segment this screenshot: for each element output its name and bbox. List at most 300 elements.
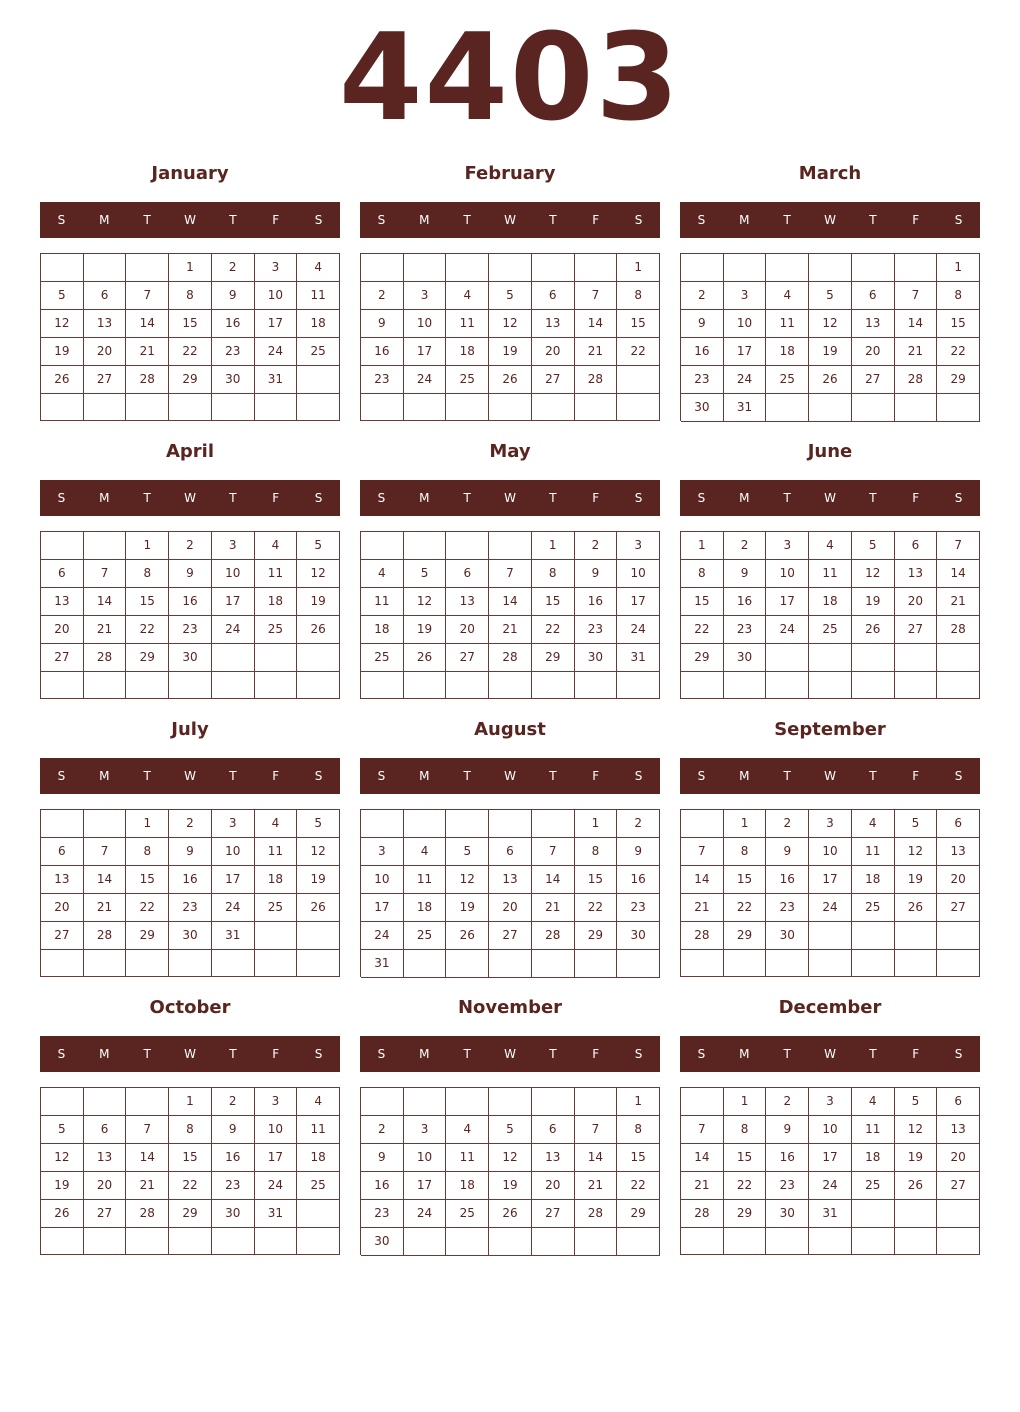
day-cell: 14 xyxy=(532,866,575,894)
day-cell: 28 xyxy=(895,366,938,394)
day-cell: 10 xyxy=(255,282,298,310)
month-title: October xyxy=(149,997,231,1018)
day-cell: 3 xyxy=(255,1088,298,1116)
day-cell: 26 xyxy=(446,922,489,950)
day-cell: 18 xyxy=(446,1172,489,1200)
day-cell: 26 xyxy=(41,1200,84,1228)
empty-cell xyxy=(126,254,169,282)
empty-cell xyxy=(84,1088,127,1116)
weekday-label: W xyxy=(184,213,196,227)
day-cell: 18 xyxy=(255,866,298,894)
day-cell: 14 xyxy=(126,1144,169,1172)
day-cell: 12 xyxy=(404,588,447,616)
weekday-label: S xyxy=(314,491,323,505)
day-cell: 25 xyxy=(809,616,852,644)
day-cell: 6 xyxy=(41,560,84,588)
day-cell: 20 xyxy=(852,338,895,366)
day-cell: 24 xyxy=(255,338,298,366)
empty-cell xyxy=(297,1200,340,1228)
empty-cell xyxy=(489,950,532,978)
day-cell: 2 xyxy=(617,810,660,838)
day-cell: 16 xyxy=(169,588,212,616)
day-cell: 9 xyxy=(766,1116,809,1144)
day-cell: 7 xyxy=(126,282,169,310)
empty-cell xyxy=(895,1200,938,1228)
day-cell: 28 xyxy=(937,616,980,644)
day-cell: 13 xyxy=(84,1144,127,1172)
weekday-label: T xyxy=(143,769,151,783)
day-cell: 21 xyxy=(126,1172,169,1200)
empty-cell xyxy=(297,1228,340,1255)
day-cell: 11 xyxy=(852,1116,895,1144)
day-cell: 27 xyxy=(489,922,532,950)
day-cell: 14 xyxy=(681,1144,724,1172)
month-title: August xyxy=(474,719,546,740)
weekday-label: M xyxy=(419,213,430,227)
day-cell: 17 xyxy=(255,310,298,338)
empty-cell xyxy=(809,644,852,672)
day-cell: 29 xyxy=(617,1200,660,1228)
weekday-label: M xyxy=(739,213,750,227)
weekday-label: S xyxy=(314,769,323,783)
day-cell: 14 xyxy=(84,866,127,894)
empty-cell xyxy=(84,1228,127,1255)
weekday-label: F xyxy=(272,769,280,783)
day-cell: 24 xyxy=(809,1172,852,1200)
day-cell: 25 xyxy=(852,894,895,922)
empty-cell xyxy=(404,950,447,978)
day-cell: 4 xyxy=(766,282,809,310)
empty-cell xyxy=(446,1228,489,1256)
empty-cell xyxy=(724,950,767,977)
day-cell: 9 xyxy=(617,838,660,866)
weekday-label: S xyxy=(314,213,323,227)
day-cell: 24 xyxy=(404,366,447,394)
day-cell: 10 xyxy=(617,560,660,588)
day-cell: 16 xyxy=(766,1144,809,1172)
weekday-label: T xyxy=(783,1047,791,1061)
day-cell: 2 xyxy=(212,1088,255,1116)
weekday-label: S xyxy=(954,213,963,227)
day-cell: 9 xyxy=(575,560,618,588)
empty-cell xyxy=(489,672,532,699)
day-cell: 12 xyxy=(41,310,84,338)
day-cell: 21 xyxy=(937,588,980,616)
day-cell: 21 xyxy=(895,338,938,366)
empty-cell xyxy=(852,922,895,950)
day-cell: 30 xyxy=(212,366,255,394)
day-cell: 22 xyxy=(169,1172,212,1200)
weekday-label: M xyxy=(739,1047,750,1061)
day-cell: 11 xyxy=(766,310,809,338)
day-cell: 27 xyxy=(852,366,895,394)
day-cell: 19 xyxy=(41,1172,84,1200)
weekday-label: T xyxy=(869,213,877,227)
weekday-label: F xyxy=(592,769,600,783)
day-cell: 10 xyxy=(404,310,447,338)
day-cell: 24 xyxy=(617,616,660,644)
day-cell: 6 xyxy=(852,282,895,310)
empty-cell xyxy=(404,810,447,838)
day-cell: 28 xyxy=(489,644,532,672)
empty-cell xyxy=(404,394,447,421)
empty-cell xyxy=(532,1088,575,1116)
day-cell: 24 xyxy=(212,894,255,922)
empty-cell xyxy=(809,672,852,699)
day-cell: 21 xyxy=(84,894,127,922)
empty-cell xyxy=(532,1228,575,1256)
day-cell: 22 xyxy=(575,894,618,922)
empty-cell xyxy=(41,1088,84,1116)
day-cell: 9 xyxy=(169,560,212,588)
empty-cell xyxy=(255,394,298,421)
empty-cell xyxy=(724,672,767,699)
day-cell: 23 xyxy=(361,1200,404,1228)
day-cell: 13 xyxy=(937,1116,980,1144)
day-cell: 14 xyxy=(126,310,169,338)
day-cell: 5 xyxy=(297,532,340,560)
day-cell: 2 xyxy=(724,532,767,560)
empty-cell xyxy=(255,644,298,672)
weekday-label: T xyxy=(463,491,471,505)
day-cell: 17 xyxy=(766,588,809,616)
day-cell: 26 xyxy=(297,894,340,922)
weekday-label: M xyxy=(99,1047,110,1061)
weekday-label: M xyxy=(419,769,430,783)
empty-cell xyxy=(617,672,660,699)
day-cell: 26 xyxy=(297,616,340,644)
empty-cell xyxy=(404,672,447,699)
empty-cell xyxy=(809,254,852,282)
day-cell: 28 xyxy=(126,366,169,394)
day-cell: 20 xyxy=(41,616,84,644)
day-cell: 19 xyxy=(404,616,447,644)
empty-cell xyxy=(532,950,575,978)
empty-cell xyxy=(532,254,575,282)
day-grid xyxy=(40,1087,340,1255)
day-cell: 3 xyxy=(809,810,852,838)
weekday-label: M xyxy=(99,769,110,783)
month-title: September xyxy=(774,719,886,740)
day-cell: 24 xyxy=(361,922,404,950)
weekday-label: T xyxy=(229,1047,237,1061)
day-cell: 7 xyxy=(575,282,618,310)
empty-cell xyxy=(809,922,852,950)
empty-cell xyxy=(446,672,489,699)
month-title: April xyxy=(165,441,215,462)
day-cell: 9 xyxy=(766,838,809,866)
day-cell: 10 xyxy=(212,838,255,866)
day-cell: 18 xyxy=(852,1144,895,1172)
day-cell: 1 xyxy=(617,254,660,282)
empty-cell xyxy=(361,810,404,838)
weekday-label: S xyxy=(57,769,66,783)
day-cell: 28 xyxy=(126,1200,169,1228)
day-cell: 27 xyxy=(84,366,127,394)
empty-cell xyxy=(212,950,255,977)
day-cell: 25 xyxy=(446,1200,489,1228)
day-cell: 2 xyxy=(169,532,212,560)
day-cell: 17 xyxy=(617,588,660,616)
day-cell: 28 xyxy=(681,1200,724,1228)
day-cell: 29 xyxy=(126,644,169,672)
empty-cell xyxy=(126,394,169,421)
empty-cell xyxy=(809,394,852,422)
day-cell: 18 xyxy=(361,616,404,644)
day-cell: 22 xyxy=(126,894,169,922)
day-cell: 27 xyxy=(937,1172,980,1200)
weekday-label: M xyxy=(419,1047,430,1061)
day-cell: 12 xyxy=(852,560,895,588)
empty-cell xyxy=(489,1088,532,1116)
empty-cell xyxy=(446,394,489,421)
weekday-label: F xyxy=(592,491,600,505)
empty-cell xyxy=(937,922,980,950)
weekday-label: T xyxy=(549,491,557,505)
day-cell: 20 xyxy=(895,588,938,616)
empty-cell xyxy=(84,950,127,977)
day-cell: 24 xyxy=(809,894,852,922)
day-cell: 5 xyxy=(895,1088,938,1116)
day-cell: 3 xyxy=(404,1116,447,1144)
day-cell: 31 xyxy=(255,366,298,394)
day-cell: 20 xyxy=(489,894,532,922)
weekday-label: T xyxy=(869,1047,877,1061)
day-cell: 13 xyxy=(41,588,84,616)
day-cell: 23 xyxy=(766,1172,809,1200)
empty-cell xyxy=(41,394,84,421)
day-cell: 6 xyxy=(41,838,84,866)
day-cell: 19 xyxy=(297,866,340,894)
empty-cell xyxy=(575,1228,618,1256)
day-cell: 19 xyxy=(809,338,852,366)
day-cell: 20 xyxy=(937,1144,980,1172)
empty-cell xyxy=(895,1228,938,1255)
empty-cell xyxy=(937,644,980,672)
day-cell: 17 xyxy=(809,1144,852,1172)
day-cell: 18 xyxy=(297,310,340,338)
day-cell: 31 xyxy=(617,644,660,672)
month-title: January xyxy=(151,163,229,184)
day-cell: 10 xyxy=(361,866,404,894)
month-title: July xyxy=(171,719,209,740)
day-cell: 25 xyxy=(255,894,298,922)
day-grid xyxy=(40,253,340,421)
weekday-label: S xyxy=(634,491,643,505)
weekday-label: T xyxy=(783,491,791,505)
day-cell: 29 xyxy=(169,1200,212,1228)
weekday-label: W xyxy=(184,769,196,783)
day-cell: 31 xyxy=(724,394,767,422)
weekday-label: T xyxy=(229,491,237,505)
empty-cell xyxy=(489,394,532,421)
weekday-header xyxy=(360,1036,660,1072)
day-cell: 3 xyxy=(766,532,809,560)
empty-cell xyxy=(724,254,767,282)
empty-cell xyxy=(126,1088,169,1116)
empty-cell xyxy=(489,254,532,282)
day-cell: 1 xyxy=(532,532,575,560)
day-cell: 8 xyxy=(617,1116,660,1144)
empty-cell xyxy=(766,950,809,977)
day-cell: 5 xyxy=(895,810,938,838)
empty-cell xyxy=(297,644,340,672)
day-cell: 27 xyxy=(446,644,489,672)
day-cell: 25 xyxy=(255,616,298,644)
day-cell: 23 xyxy=(681,366,724,394)
day-cell: 26 xyxy=(809,366,852,394)
day-cell: 2 xyxy=(169,810,212,838)
empty-cell xyxy=(809,1228,852,1255)
day-cell: 16 xyxy=(212,1144,255,1172)
day-cell: 28 xyxy=(84,922,127,950)
day-grid xyxy=(680,253,980,421)
day-cell: 9 xyxy=(212,1116,255,1144)
day-cell: 17 xyxy=(361,894,404,922)
day-cell: 26 xyxy=(41,366,84,394)
day-cell: 30 xyxy=(766,1200,809,1228)
empty-cell xyxy=(532,672,575,699)
weekday-header xyxy=(40,480,340,516)
day-grid xyxy=(360,1087,660,1255)
day-cell: 2 xyxy=(575,532,618,560)
empty-cell xyxy=(212,394,255,421)
day-cell: 8 xyxy=(169,282,212,310)
day-cell: 7 xyxy=(84,838,127,866)
empty-cell xyxy=(489,1228,532,1256)
day-cell: 6 xyxy=(446,560,489,588)
day-cell: 11 xyxy=(297,1116,340,1144)
empty-cell xyxy=(212,1228,255,1255)
day-cell: 27 xyxy=(84,1200,127,1228)
empty-cell xyxy=(84,254,127,282)
empty-cell xyxy=(681,1228,724,1255)
empty-cell xyxy=(766,254,809,282)
weekday-label: F xyxy=(912,491,920,505)
day-cell: 30 xyxy=(169,922,212,950)
day-cell: 13 xyxy=(532,1144,575,1172)
day-cell: 13 xyxy=(446,588,489,616)
day-cell: 8 xyxy=(724,1116,767,1144)
empty-cell xyxy=(852,254,895,282)
day-cell: 4 xyxy=(255,810,298,838)
weekday-label: T xyxy=(229,769,237,783)
day-cell: 20 xyxy=(84,338,127,366)
empty-cell xyxy=(169,1228,212,1255)
day-cell: 31 xyxy=(212,922,255,950)
day-cell: 18 xyxy=(852,866,895,894)
weekday-label: T xyxy=(143,491,151,505)
day-cell: 23 xyxy=(169,616,212,644)
day-cell: 7 xyxy=(681,1116,724,1144)
day-cell: 4 xyxy=(255,532,298,560)
empty-cell xyxy=(126,672,169,699)
weekday-label: W xyxy=(504,491,516,505)
empty-cell xyxy=(361,532,404,560)
day-cell: 2 xyxy=(361,282,404,310)
weekday-label: S xyxy=(697,213,706,227)
day-cell: 16 xyxy=(361,338,404,366)
weekday-label: T xyxy=(783,769,791,783)
day-cell: 20 xyxy=(532,1172,575,1200)
day-cell: 17 xyxy=(404,1172,447,1200)
empty-cell xyxy=(617,366,660,394)
empty-cell xyxy=(575,1088,618,1116)
empty-cell xyxy=(895,950,938,977)
empty-cell xyxy=(169,950,212,977)
weekday-label: S xyxy=(314,1047,323,1061)
empty-cell xyxy=(895,672,938,699)
day-cell: 21 xyxy=(575,1172,618,1200)
weekday-header xyxy=(360,480,660,516)
empty-cell xyxy=(681,1088,724,1116)
day-cell: 23 xyxy=(724,616,767,644)
day-cell: 22 xyxy=(532,616,575,644)
day-cell: 28 xyxy=(575,1200,618,1228)
day-cell: 23 xyxy=(212,338,255,366)
day-cell: 6 xyxy=(532,1116,575,1144)
day-cell: 15 xyxy=(575,866,618,894)
empty-cell xyxy=(446,1088,489,1116)
empty-cell xyxy=(937,672,980,699)
empty-cell xyxy=(404,1228,447,1256)
day-cell: 8 xyxy=(126,838,169,866)
day-cell: 26 xyxy=(895,1172,938,1200)
empty-cell xyxy=(681,254,724,282)
weekday-label: F xyxy=(912,1047,920,1061)
empty-cell xyxy=(212,644,255,672)
day-cell: 3 xyxy=(212,810,255,838)
weekday-label: M xyxy=(419,491,430,505)
day-cell: 15 xyxy=(169,310,212,338)
day-cell: 8 xyxy=(532,560,575,588)
empty-cell xyxy=(446,532,489,560)
empty-cell xyxy=(575,950,618,978)
weekday-label: T xyxy=(463,213,471,227)
day-cell: 12 xyxy=(297,560,340,588)
empty-cell xyxy=(681,810,724,838)
empty-cell xyxy=(169,672,212,699)
empty-cell xyxy=(41,810,84,838)
day-cell: 27 xyxy=(532,366,575,394)
day-cell: 23 xyxy=(212,1172,255,1200)
day-cell: 2 xyxy=(361,1116,404,1144)
empty-cell xyxy=(895,394,938,422)
day-cell: 8 xyxy=(724,838,767,866)
empty-cell xyxy=(852,394,895,422)
day-cell: 25 xyxy=(297,338,340,366)
empty-cell xyxy=(84,810,127,838)
day-cell: 18 xyxy=(255,588,298,616)
day-cell: 4 xyxy=(361,560,404,588)
day-cell: 8 xyxy=(126,560,169,588)
day-cell: 7 xyxy=(681,838,724,866)
day-cell: 28 xyxy=(575,366,618,394)
weekday-label: W xyxy=(824,213,836,227)
empty-cell xyxy=(575,394,618,421)
day-cell: 14 xyxy=(575,310,618,338)
weekday-header xyxy=(40,202,340,238)
day-cell: 21 xyxy=(126,338,169,366)
empty-cell xyxy=(212,672,255,699)
empty-cell xyxy=(297,950,340,977)
day-cell: 19 xyxy=(895,1144,938,1172)
day-cell: 10 xyxy=(724,310,767,338)
empty-cell xyxy=(766,1228,809,1255)
day-cell: 15 xyxy=(681,588,724,616)
weekday-label: T xyxy=(549,213,557,227)
day-cell: 12 xyxy=(809,310,852,338)
